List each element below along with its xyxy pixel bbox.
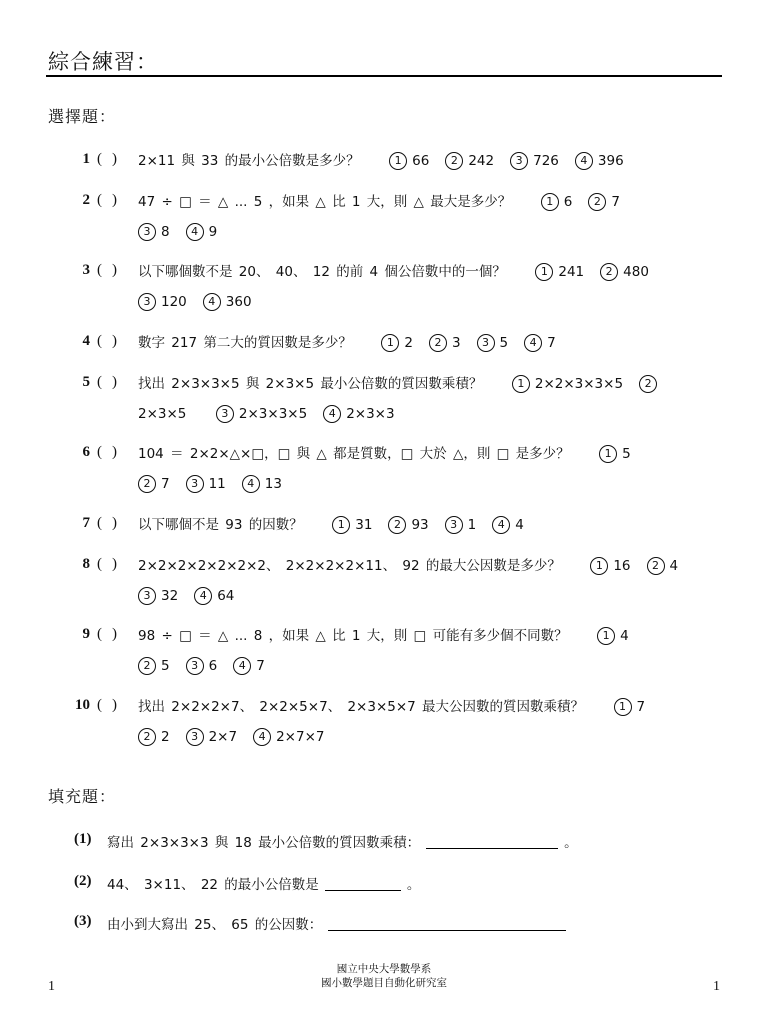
- option-value: 9: [208, 224, 218, 240]
- fill-question-prompt: 44、 3×11、 22 的最小公倍數是: [107, 877, 319, 893]
- option-value: 7: [256, 658, 265, 674]
- option-value: 241: [558, 264, 585, 280]
- option-number-circle: 1: [381, 334, 399, 352]
- answer-paren-open: (: [97, 556, 102, 572]
- option-number-circle: 1: [535, 263, 553, 281]
- option-number-circle: 2: [138, 475, 156, 493]
- answer-paren-close: ): [112, 556, 117, 572]
- option-2: [138, 658, 170, 674]
- option-3: [510, 153, 559, 169]
- question-body: [138, 328, 708, 358]
- option-value: 6: [563, 194, 573, 210]
- option-number-circle: 3: [186, 657, 204, 675]
- option-1: [597, 628, 629, 644]
- question-stem: 數字 217 第二大的質因數是多少？: [138, 335, 352, 351]
- question-line: [138, 581, 708, 611]
- fill-question-number: (2): [74, 873, 92, 889]
- option-1: [541, 194, 573, 210]
- question-line: [138, 551, 708, 581]
- option-number-circle: 1: [590, 557, 608, 575]
- page-number-right: 1: [713, 979, 720, 994]
- option-1: [381, 335, 413, 351]
- question-line: [138, 469, 708, 499]
- option-1: [590, 558, 630, 574]
- question-line: [138, 692, 708, 722]
- option-value: 2×7: [208, 729, 238, 745]
- option-value: 31: [355, 517, 373, 533]
- option-2: [388, 517, 428, 533]
- fill-question-end-mark: 。: [564, 835, 578, 851]
- fill-question-prompt: 寫出 2×3×3×3 與 18 最小公倍數的質因數乘積：: [107, 835, 421, 851]
- option-value: 93: [411, 517, 429, 533]
- question-number: 10: [75, 697, 90, 713]
- question-body: [138, 369, 708, 429]
- option-value: 11: [208, 476, 226, 492]
- answer-blank-open: [90, 262, 102, 279]
- title-underline: [46, 75, 722, 77]
- option-4: [194, 588, 234, 604]
- option-number-circle: 2: [138, 657, 156, 675]
- question-stem: 以下哪個數不是 20、 40、 12 的前 4 個公倍數中的一個？: [138, 264, 506, 280]
- answer-paren-close: ): [112, 374, 117, 390]
- answer-paren-close: ): [112, 333, 117, 349]
- question-body: [138, 187, 708, 247]
- question-line: [138, 510, 708, 540]
- answer-paren-open: (: [97, 333, 102, 349]
- question-body: [138, 439, 708, 499]
- answer-paren-close: ): [112, 262, 117, 278]
- answer-paren-open: (: [97, 374, 102, 390]
- answer-paren-open: (: [97, 192, 102, 208]
- option-3: [186, 658, 218, 674]
- option-number-circle: 3: [138, 223, 156, 241]
- answer-paren-close: ): [112, 626, 117, 642]
- section-multiple-choice-heading: 選擇題：: [48, 107, 117, 126]
- option-4: [233, 658, 265, 674]
- option-value: 16: [613, 558, 631, 574]
- footer-institution: [0, 962, 768, 990]
- option-value: 32: [161, 588, 179, 604]
- answer-blank-line[interactable]: [325, 876, 401, 891]
- option-number-circle: 4: [323, 405, 341, 423]
- fill-question-number: (3): [74, 913, 92, 929]
- option-4: [186, 224, 218, 240]
- answer-blank-open: [90, 333, 102, 350]
- question-number: 1: [82, 151, 90, 167]
- option-value: 4: [515, 517, 524, 533]
- question-line: [138, 328, 708, 358]
- option-number-circle: 3: [445, 516, 463, 534]
- answer-blank-open: [90, 192, 102, 209]
- question-number: 4: [82, 333, 90, 349]
- answer-paren-close: ): [112, 444, 117, 460]
- question-number: 6: [82, 444, 90, 460]
- option-value: 396: [597, 153, 624, 169]
- option-2: [647, 558, 679, 574]
- question-stem: 2×2×2×2×2×2×2、 2×2×2×2×11、 92 的最大公因數是多少？: [138, 558, 561, 574]
- option-3: [138, 588, 178, 604]
- option-value: 2: [404, 335, 413, 351]
- option-number-circle: 4: [186, 223, 204, 241]
- option-value: 6: [208, 658, 218, 674]
- option-4: [203, 294, 252, 310]
- option-value: 7: [161, 476, 170, 492]
- option-number-circle: 4: [253, 728, 271, 746]
- option-2: [138, 476, 170, 492]
- option-3: [138, 224, 170, 240]
- answer-blank-open: [90, 151, 102, 168]
- option-value: 2×7×7: [276, 729, 325, 745]
- fill-question-text: [107, 873, 420, 893]
- question-body: [138, 551, 708, 611]
- option-number-circle: 1: [614, 698, 632, 716]
- question-line: [138, 217, 708, 247]
- option-number-circle: 4: [524, 334, 542, 352]
- option-number-circle: 2: [445, 152, 463, 170]
- option-value: 66: [412, 153, 430, 169]
- answer-paren-close: ): [112, 515, 117, 531]
- option-number-circle: 1: [541, 193, 559, 211]
- question-line: [138, 187, 708, 217]
- answer-blank-open: [90, 444, 102, 461]
- page-title: 綜合練習：: [48, 50, 158, 74]
- question-stem: 98 ÷ □ ＝ △ ... 8 ，如果 △ 比 1 大，則 □ 可能有多少個不同數？: [138, 628, 568, 644]
- question-number: 8: [82, 556, 90, 572]
- answer-paren-close: ): [112, 697, 117, 713]
- option-value: 5: [622, 446, 631, 462]
- question-body: [138, 621, 708, 681]
- question-stem: 2×3×5: [138, 406, 187, 422]
- option-number-circle: 3: [510, 152, 528, 170]
- answer-blank-open: [90, 515, 102, 532]
- option-3: [186, 476, 226, 492]
- question-number: 3: [82, 262, 90, 278]
- question-line: [138, 722, 708, 752]
- question-stem: 47 ÷ □ ＝ △ ... 5 ，如果 △ 比 1 大，則 △ 最大是多少？: [138, 194, 512, 210]
- fill-question-end-mark: 。: [406, 877, 421, 893]
- answer-blank-open: [90, 697, 102, 714]
- fill-question-prompt: 由小到大寫出 25、 65 的公因數：: [107, 917, 323, 933]
- option-number-circle: 4: [242, 475, 260, 493]
- option-value: 2: [161, 729, 170, 745]
- question-stem: 找出 2×2×2×7、 2×2×5×7、 2×3×5×7 最大公因數的質因數乘積？: [138, 699, 585, 715]
- option-value: 13: [264, 476, 282, 492]
- answer-paren-open: (: [97, 262, 102, 278]
- option-value: 726: [533, 153, 559, 169]
- fill-question-number: (1): [74, 831, 92, 847]
- question-line: [138, 257, 708, 287]
- section-fill-in-heading: 填充題：: [48, 787, 117, 806]
- option-4: [575, 153, 624, 169]
- option-number-circle: 2: [600, 263, 618, 281]
- option-1: [332, 517, 372, 533]
- option-4: [524, 335, 556, 351]
- answer-blank-line[interactable]: [426, 834, 558, 849]
- question-line: [138, 287, 708, 317]
- option-value: 5: [161, 658, 170, 674]
- option-value: 2×3×3×5: [238, 406, 308, 422]
- answer-blank-open: [90, 556, 102, 573]
- option-number-circle: 2: [639, 375, 657, 393]
- option-1: [512, 376, 623, 392]
- option-number-circle: 3: [216, 405, 234, 423]
- option-2: [445, 153, 494, 169]
- option-number-circle: 1: [332, 516, 350, 534]
- option-value: 4: [620, 628, 629, 644]
- question-stem: 以下哪個不是 93 的因數？: [138, 517, 303, 533]
- question-stem: 104 ＝ 2×2×△×□，□ 與 △ 都是質數，□ 大於 △，則 □ 是多少？: [138, 446, 570, 462]
- answer-paren-open: (: [97, 151, 102, 167]
- question-body: [138, 692, 708, 752]
- option-value: 2×2×3×3×5: [534, 376, 624, 392]
- option-number-circle: 2: [138, 728, 156, 746]
- option-value: 64: [217, 588, 235, 604]
- option-value: 120: [161, 294, 187, 310]
- question-number: 2: [82, 192, 90, 208]
- footer-line-department: 國立中央大學數學系: [336, 963, 432, 975]
- option-number-circle: 1: [512, 375, 530, 393]
- fill-question-text: [107, 913, 572, 933]
- option-number-circle: 4: [492, 516, 510, 534]
- question-line: [138, 146, 708, 176]
- option-4: [242, 476, 282, 492]
- option-2: [429, 335, 461, 351]
- option-number-circle: 2: [647, 557, 665, 575]
- option-number-circle: 2: [588, 193, 606, 211]
- question-line: [138, 369, 708, 399]
- question-line: [138, 399, 708, 429]
- option-2: [588, 194, 620, 210]
- option-number-circle: 2: [388, 516, 406, 534]
- answer-paren-close: ): [112, 151, 117, 167]
- option-number-circle: 1: [597, 627, 615, 645]
- option-1: [614, 699, 646, 715]
- option-value: 480: [623, 264, 649, 280]
- option-number-circle: 4: [203, 293, 221, 311]
- option-number-circle: 4: [575, 152, 593, 170]
- answer-paren-open: (: [97, 697, 102, 713]
- option-4: [492, 517, 524, 533]
- option-value: 4: [669, 558, 679, 574]
- option-value: 7: [611, 194, 620, 210]
- option-number-circle: 3: [138, 293, 156, 311]
- option-value: 7: [547, 335, 556, 351]
- option-3: [138, 294, 187, 310]
- footer-line-lab: 國小數學題目自動化研究室: [321, 977, 447, 989]
- option-number-circle: 1: [599, 445, 617, 463]
- option-value: 360: [225, 294, 252, 310]
- option-4: [253, 729, 324, 745]
- answer-blank-open: [90, 626, 102, 643]
- option-3: [477, 335, 509, 351]
- option-1: [389, 153, 429, 169]
- answer-paren-close: ): [112, 192, 117, 208]
- option-2: [138, 729, 170, 745]
- option-number-circle: 1: [389, 152, 407, 170]
- option-value: 7: [636, 699, 646, 715]
- fill-question-text: [107, 831, 578, 851]
- question-number: 9: [82, 626, 90, 642]
- page-number-left: 1: [48, 979, 55, 994]
- option-number-circle: 3: [186, 728, 204, 746]
- answer-blank-line[interactable]: [328, 916, 566, 931]
- answer-paren-open: (: [97, 515, 102, 531]
- option-number-circle: 2: [429, 334, 447, 352]
- option-value: 3: [451, 335, 461, 351]
- option-number-circle: 4: [233, 657, 251, 675]
- option-value: 242: [468, 153, 495, 169]
- option-number-circle: 3: [186, 475, 204, 493]
- option-value: 1: [467, 517, 477, 533]
- answer-blank-open: [90, 374, 102, 391]
- option-value: 8: [161, 224, 170, 240]
- option-number-circle: 3: [138, 587, 156, 605]
- option-1: [535, 264, 584, 280]
- question-body: [138, 257, 708, 317]
- question-body: [138, 146, 708, 176]
- answer-paren-open: (: [97, 626, 102, 642]
- option-1: [599, 446, 631, 462]
- option-number-circle: 3: [477, 334, 495, 352]
- question-number: 5: [82, 374, 90, 390]
- option-3: [216, 406, 307, 422]
- option-value: 2×3×3: [346, 406, 395, 422]
- option-3: [186, 729, 238, 745]
- option-4: [323, 406, 394, 422]
- question-body: [138, 510, 708, 540]
- option-number-circle: 4: [194, 587, 212, 605]
- question-number: 7: [82, 515, 90, 531]
- question-stem: 找出 2×3×3×5 與 2×3×5 最小公倍數的質因數乘積？: [138, 376, 483, 392]
- question-stem: 2×11 與 33 的最小公倍數是多少？: [138, 153, 360, 169]
- option-2: [600, 264, 649, 280]
- option-3: [445, 517, 477, 533]
- question-line: [138, 439, 708, 469]
- option-value: 5: [499, 335, 509, 351]
- answer-paren-open: (: [97, 444, 102, 460]
- question-line: [138, 651, 708, 681]
- question-line: [138, 621, 708, 651]
- option-2: [639, 376, 662, 392]
